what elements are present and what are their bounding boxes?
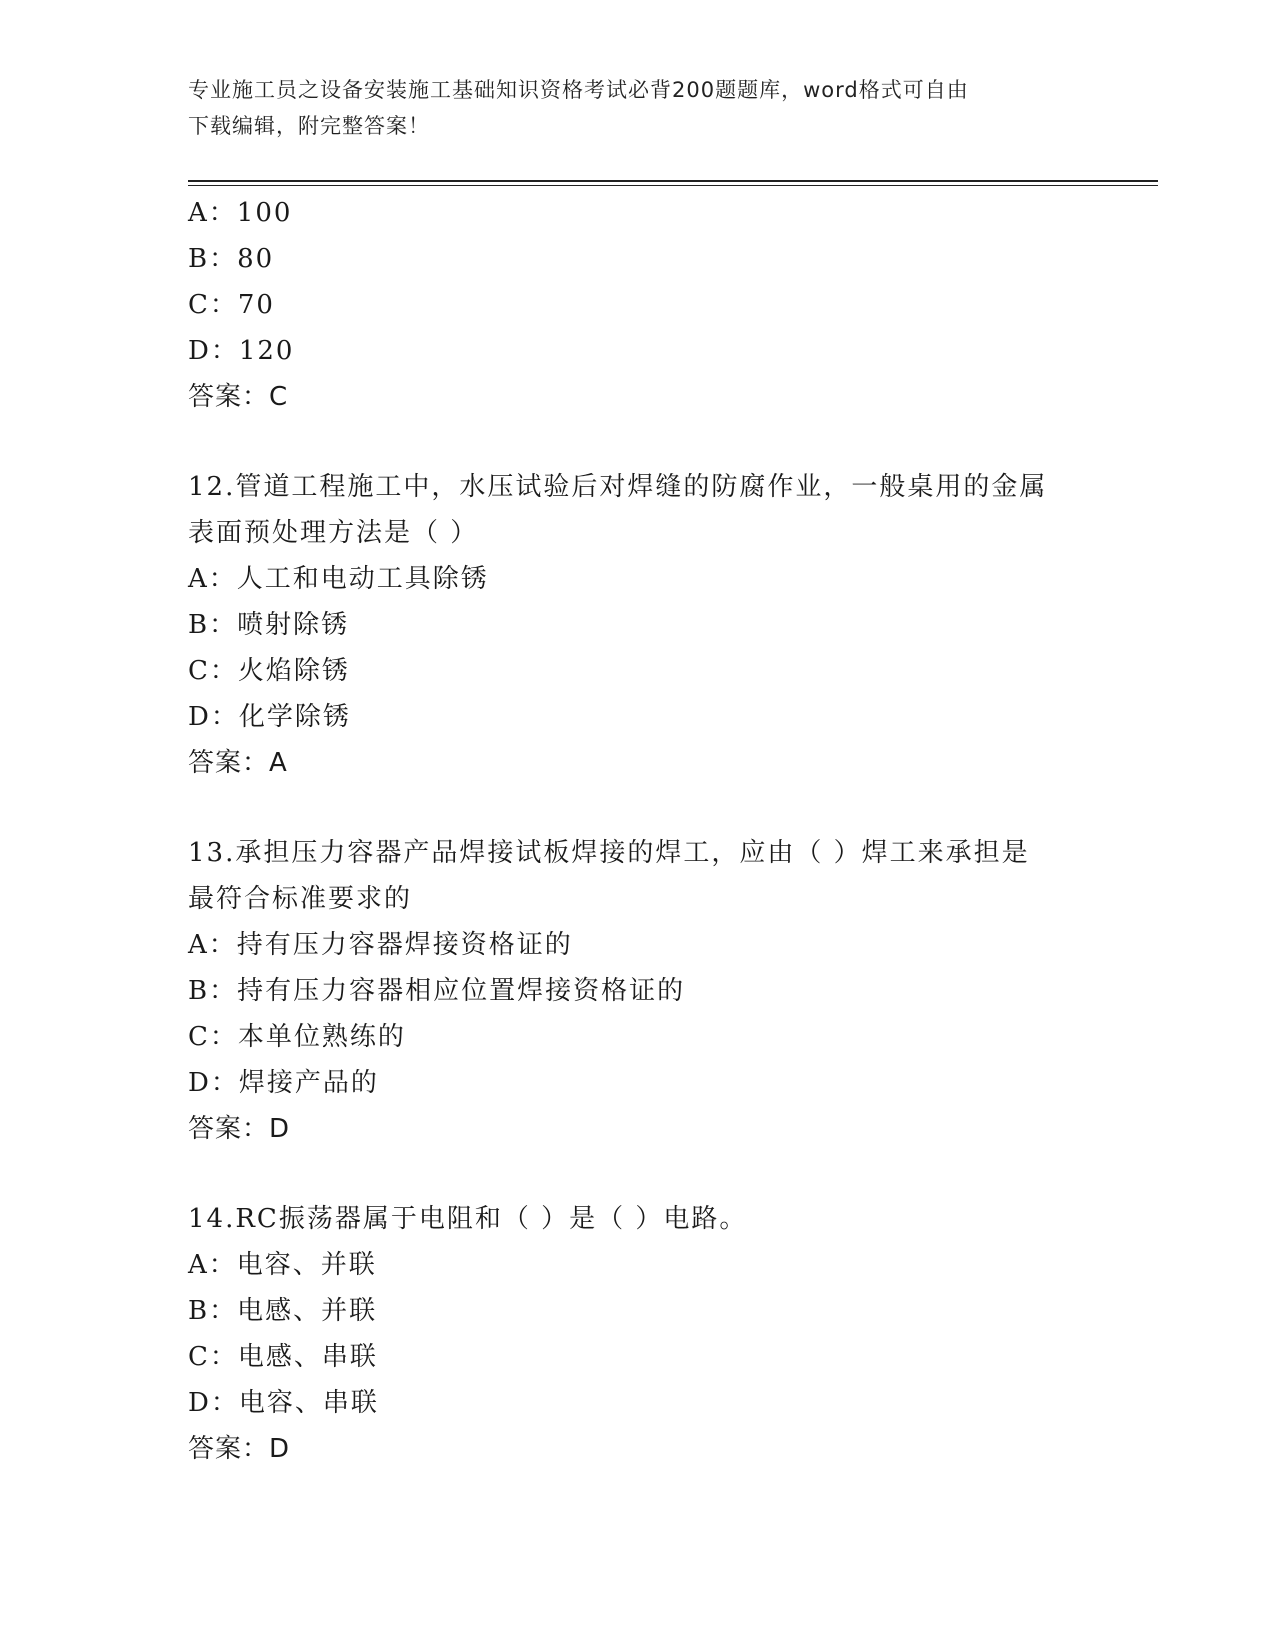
option-b: B：80: [188, 244, 275, 274]
question-13: [188, 830, 1088, 1152]
option-b: B：电感、并联: [188, 1296, 378, 1326]
question-14: [188, 1196, 1088, 1472]
option-d: D：电容、串联: [188, 1388, 379, 1418]
answer-line: 答案：D: [188, 1114, 291, 1144]
option-a: A：电容、并联: [188, 1250, 377, 1280]
option-d: D：120: [188, 336, 295, 366]
answer-line: 答案：A: [188, 748, 288, 778]
answer-line: 答案：C: [188, 382, 289, 412]
question-stem-line-1: 12.管道工程施工中，水压试验后对焊缝的防腐作业，一般桌用的金属: [188, 472, 1048, 502]
option-b: B：喷射除锈: [188, 610, 350, 640]
question-11: [188, 190, 1088, 420]
header-line-2: 下载编辑，附完整答案！: [188, 114, 430, 138]
option-b: B：持有压力容器相应位置焊接资格证的: [188, 976, 686, 1006]
document-header: [188, 72, 1088, 144]
header-divider-thick: [188, 180, 1158, 182]
option-d: D：化学除锈: [188, 702, 351, 732]
header-line-1: 专业施工员之设备安装施工基础知识资格考试必背200题题库，word格式可自由: [188, 78, 969, 102]
question-12: [188, 464, 1088, 786]
question-stem-line-2: 最符合标准要求的: [188, 884, 413, 914]
option-a: A：100: [188, 198, 293, 228]
option-c: C：火焰除锈: [188, 656, 350, 686]
option-c: C：本单位熟练的: [188, 1022, 406, 1052]
answer-line: 答案：D: [188, 1434, 291, 1464]
header-divider-thin: [188, 185, 1158, 186]
question-stem-line-1: 13.承担压力容器产品焊接试板焊接的焊工，应由（ ）焊工来承担是: [188, 838, 1030, 868]
option-a: A：人工和电动工具除锈: [188, 564, 489, 594]
option-c: C：电感、串联: [188, 1342, 378, 1372]
question-stem-line-1: 14.RC振荡器属于电阻和（ ）是（ ）电路。: [188, 1204, 748, 1234]
question-stem-line-2: 表面预处理方法是（ ）: [188, 518, 479, 548]
option-d: D：焊接产品的: [188, 1068, 379, 1098]
option-a: A：持有压力容器焊接资格证的: [188, 930, 573, 960]
option-c: C：70: [188, 290, 275, 320]
document-body: [188, 190, 1088, 1472]
